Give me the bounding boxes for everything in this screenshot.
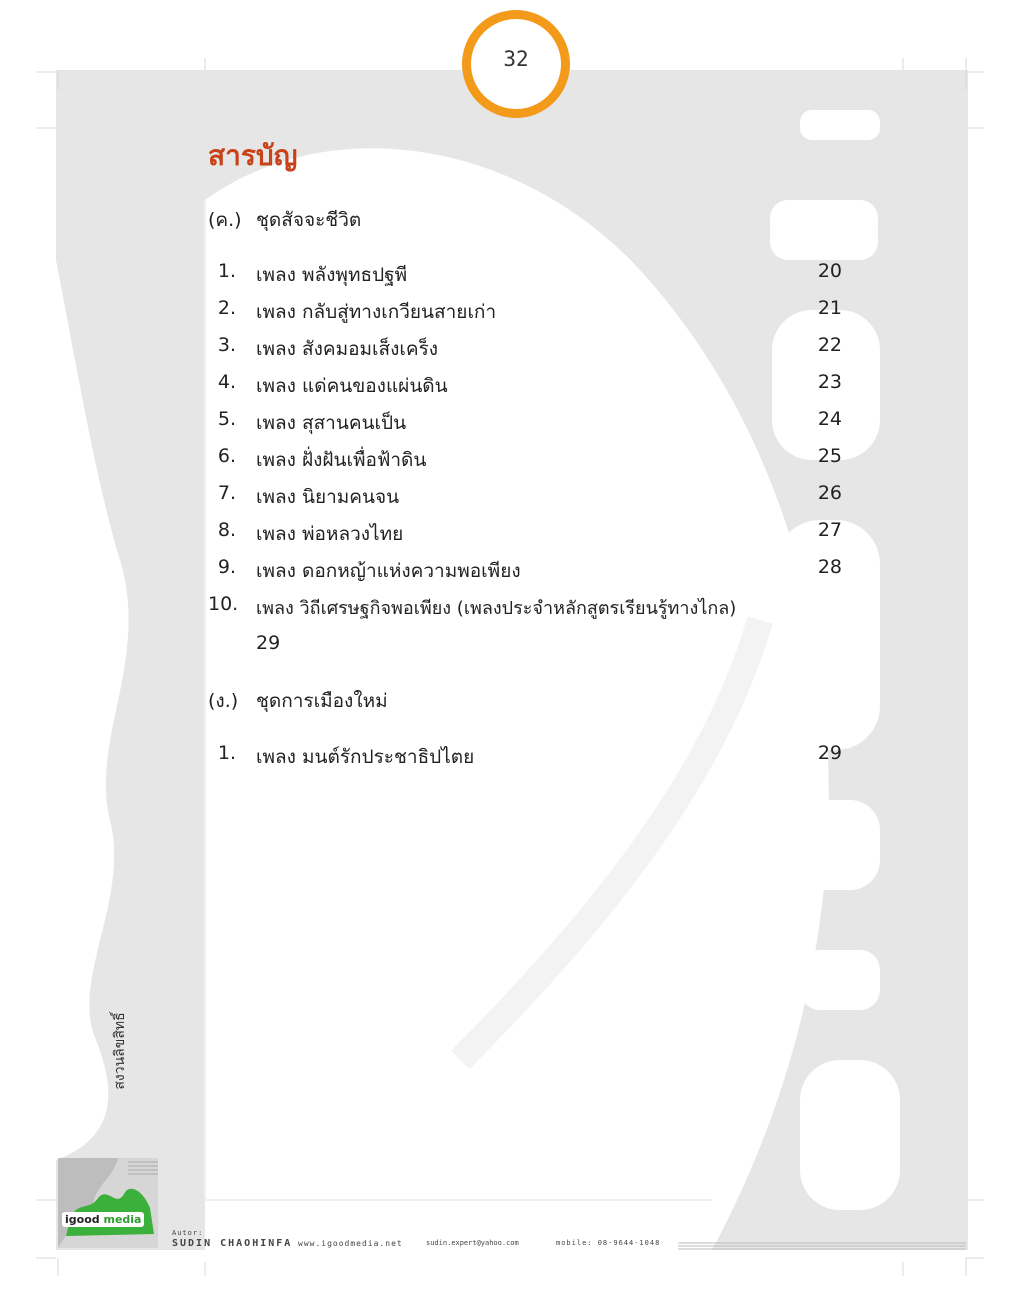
entry-number: 5.: [217, 408, 236, 430]
logo-accent-text: media: [103, 1213, 142, 1226]
section-heading: [208, 205, 361, 235]
author-label: Autor:: [172, 1229, 204, 1237]
logo-graphic: [58, 1158, 158, 1248]
section-title: ชุดสัจจะชีวิต: [256, 209, 362, 231]
entry-number: 8.: [217, 519, 236, 541]
section-marker: (ค.): [208, 209, 242, 231]
entry-page: 22: [817, 334, 842, 356]
toc-entry: [208, 482, 848, 512]
section-title: ชุดการเมืองใหม่: [256, 690, 388, 712]
entry-title: เพลง ฝั่งฝันเพื่อฟ้าดิน: [256, 449, 427, 471]
entry-title: เพลง นิยามคนจน: [256, 486, 400, 508]
mobile-number: mobile: 08-9644-1048: [556, 1239, 661, 1247]
entry-title: เพลง สุสานคนเป็น: [256, 412, 407, 434]
entry-page: 29: [256, 632, 281, 654]
entry-page: 28: [817, 556, 842, 578]
entry-page: 25: [817, 445, 842, 467]
toc-entry: [208, 408, 848, 438]
entry-page: 29: [817, 742, 842, 764]
entry-title: เพลง มนต์รักประชาธิปไตย: [256, 746, 475, 768]
entry-page: 24: [817, 408, 842, 430]
logo-wordmark: [62, 1212, 144, 1227]
toc-entry: [208, 519, 848, 549]
toc-entry: [208, 371, 848, 401]
entry-title: เพลง แด่คนของแผ่นดิน: [256, 375, 448, 397]
toc-entry: [208, 260, 848, 290]
entry-number: 10.: [208, 593, 239, 615]
entry-page: 20: [817, 260, 842, 282]
entry-number: 1.: [217, 260, 236, 282]
toc-entry: [208, 334, 848, 364]
section-marker: (ง.): [208, 690, 239, 712]
entry-number: 1.: [217, 742, 236, 764]
author-name: SUDIN CHAOHINFA: [172, 1238, 293, 1249]
entry-number: 7.: [217, 482, 236, 504]
entry-page: 21: [817, 297, 842, 319]
entry-title: เพลง วิถีเศรษฐกิจพอเพียง (เพลงประจำหลักสูตรเรียนรู้ทางไกล): [256, 598, 737, 619]
igood-media-logo: [58, 1158, 158, 1248]
toc-entry: [208, 445, 848, 475]
toc-title: สารบัญ: [208, 139, 298, 172]
page-number: 32: [503, 47, 529, 71]
entry-page: 27: [817, 519, 842, 541]
toc-entry: [208, 297, 848, 327]
page-number-ring: [462, 10, 570, 118]
copyright-side-text: สงวนลิขสิทธิ์: [112, 1012, 128, 1090]
toc-entry: [208, 556, 848, 586]
entry-number: 3.: [217, 334, 236, 356]
entry-number: 9.: [217, 556, 236, 578]
toc-entry: [208, 742, 848, 772]
website-link[interactable]: www.igoodmedia.net: [298, 1239, 403, 1248]
entry-title: เพลง กลับสู่ทางเกวียนสายเก่า: [256, 301, 497, 323]
logo-main-text: igood: [65, 1213, 100, 1226]
section-heading: [208, 686, 388, 716]
entry-number: 6.: [217, 445, 236, 467]
entry-title: เพลง พ่อหลวงไทย: [256, 523, 404, 545]
entry-title: เพลง สังคมอมเส็งเคร็ง: [256, 338, 439, 360]
entry-number: 2.: [217, 297, 236, 319]
entry-page: 23: [817, 371, 842, 393]
entry-number: 4.: [217, 371, 236, 393]
entry-page: 26: [817, 482, 842, 504]
entry-title: เพลง พลังพุทธปฐพี: [256, 264, 408, 286]
entry-title: เพลง ดอกหญ้าแห่งความพอเพียง: [256, 560, 521, 582]
toc-entry: [208, 593, 848, 623]
email-link[interactable]: sudin.expert@yahoo.com: [426, 1239, 519, 1247]
